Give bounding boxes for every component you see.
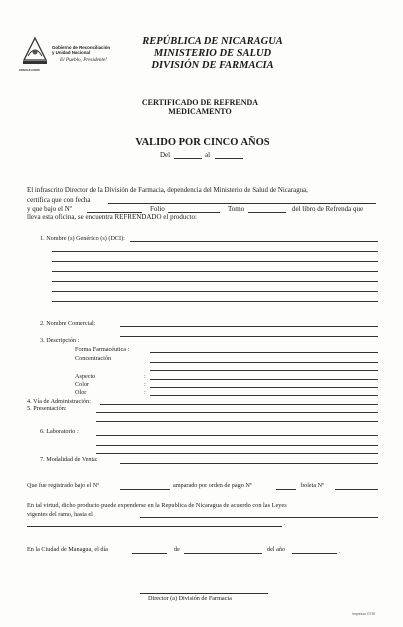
generic-name-field-1[interactable]	[130, 241, 378, 242]
registro-label-a: Que fue registrado bajo el Nº	[27, 482, 100, 489]
tomo-field[interactable]	[248, 212, 286, 213]
tomo-label: Tomo	[228, 205, 245, 213]
concentracion-field-1[interactable]	[150, 362, 378, 363]
virtud-period: .	[284, 520, 286, 527]
certificate-title: CERTIFICADO DE REFRENDA	[141, 98, 259, 107]
item-sale-mode-label: 7. Modalidad de Venta:	[40, 456, 98, 463]
intro-line-4: lleva esta oficina, se encuentra REFRENDADO el producto:	[27, 213, 197, 221]
presentation-field-1[interactable]	[96, 412, 378, 413]
ciudad-label-a: En la Ciudad de Managua, el día	[27, 546, 108, 553]
intro-line-3b: del libro de Refrenda que	[292, 205, 364, 213]
payment-order-field[interactable]	[276, 489, 296, 490]
generic-name-field-2[interactable]	[52, 251, 378, 252]
concentracion-label: Concentración	[75, 355, 112, 362]
item-laboratory-label: 6. Laboratorio :	[40, 428, 79, 435]
aspecto-label: Aspecto	[75, 373, 96, 380]
ciudad-period: .	[339, 548, 341, 555]
virtud-line-2: vigentes del ramo, hasta el	[27, 511, 93, 518]
olor-field[interactable]	[150, 395, 378, 396]
validity-title: VALIDO POR CINCO AÑOS	[135, 137, 270, 148]
item-description-label: 3. Descripción :	[40, 337, 80, 344]
month-field[interactable]	[184, 553, 262, 554]
generic-name-field-4[interactable]	[52, 271, 378, 272]
logo-slogan: El Pueblo, Presidente!	[60, 57, 107, 63]
generic-name-field-7[interactable]	[52, 301, 378, 302]
logo-line-1: Gobierno de Reconciliación	[52, 45, 111, 50]
header-ministry: MINISTERIO DE SALUD	[153, 48, 272, 59]
forma-field[interactable]	[150, 352, 378, 353]
commercial-name-field-2[interactable]	[120, 336, 378, 337]
certificate-subtitle: MEDICAMENTO	[168, 107, 232, 116]
generic-name-field-3[interactable]	[52, 261, 378, 262]
registro-number-field[interactable]	[120, 489, 170, 490]
valid-until-field[interactable]	[140, 517, 378, 518]
validity-al-label: al	[205, 151, 211, 159]
day-field[interactable]	[132, 553, 167, 554]
ciudad-label-c: del año	[267, 546, 286, 553]
laboratory-field-3[interactable]	[96, 453, 378, 454]
validity-to-field[interactable]	[215, 158, 243, 159]
intro-line-2: certifica que con fecha	[27, 196, 91, 204]
forma-label: Forma Farmacéutica :	[75, 346, 130, 353]
generic-name-field-5[interactable]	[52, 281, 378, 282]
presentation-field-2[interactable]	[96, 421, 378, 422]
signature-line[interactable]	[140, 593, 268, 594]
aspecto-colon: :	[144, 373, 146, 380]
registro-label-b: amparado por orden de pago Nº	[173, 482, 252, 489]
folio-label: Folio	[150, 205, 165, 213]
virtud-line-1: En tal virtud, dicho producto puede expenderse en la Republica de Nicaragua de acuerdo con las Leyes	[27, 502, 287, 509]
registro-label-c: boleta Nº	[301, 482, 325, 489]
boleta-field[interactable]	[335, 489, 378, 490]
concentracion-field-2[interactable]	[150, 370, 378, 371]
validity-del-label: Del	[160, 151, 171, 159]
item-presentation-label: 5. Presentación:	[27, 405, 67, 412]
route-field[interactable]	[100, 404, 378, 405]
year-field[interactable]	[292, 553, 337, 554]
valid-until-field-2[interactable]	[27, 526, 282, 527]
laboratory-field-1[interactable]	[96, 435, 378, 436]
color-colon: :	[144, 381, 146, 388]
commercial-name-field-1[interactable]	[120, 326, 378, 327]
footer-code: Impresos OTRI	[352, 612, 375, 616]
olor-label: Olor	[75, 389, 87, 396]
item-route-label: 4. Vía de Administración:	[27, 398, 91, 405]
laboratory-field-2[interactable]	[96, 445, 378, 446]
generic-name-field-6[interactable]	[52, 291, 378, 292]
header-republic: REPÚBLICA DE NICARAGUA	[142, 36, 283, 47]
emblem-text: GRACIAS A DIOS	[19, 69, 40, 72]
certification-date-field[interactable]	[108, 203, 376, 204]
sale-mode-field[interactable]	[120, 463, 378, 464]
olor-colon: :	[144, 389, 146, 396]
header-division: DIVISIÓN DE FARMACIA	[151, 60, 274, 71]
validity-from-field[interactable]	[174, 158, 202, 159]
intro-line-3a: y que bajo el Nº	[27, 205, 72, 213]
aspecto-field[interactable]	[150, 379, 378, 380]
item-generic-name-label: 1. Nombre (s) Genérico (s) (DCI):	[40, 235, 125, 242]
signature-label: Director (a) División de Farmacia	[148, 595, 232, 602]
government-logo	[22, 36, 48, 66]
logo-line-2: y Unidad Nacional	[52, 50, 91, 55]
color-field[interactable]	[150, 387, 378, 388]
intro-line-1: El infrascrito Director de la División de Farmacia, dependencia del Ministerio de Salud de Nicaragua,	[27, 187, 308, 194]
color-label: Color	[75, 381, 90, 388]
item-commercial-name-label: 2. Nombre Comercial:	[40, 320, 96, 327]
ciudad-label-b: de	[174, 546, 180, 553]
